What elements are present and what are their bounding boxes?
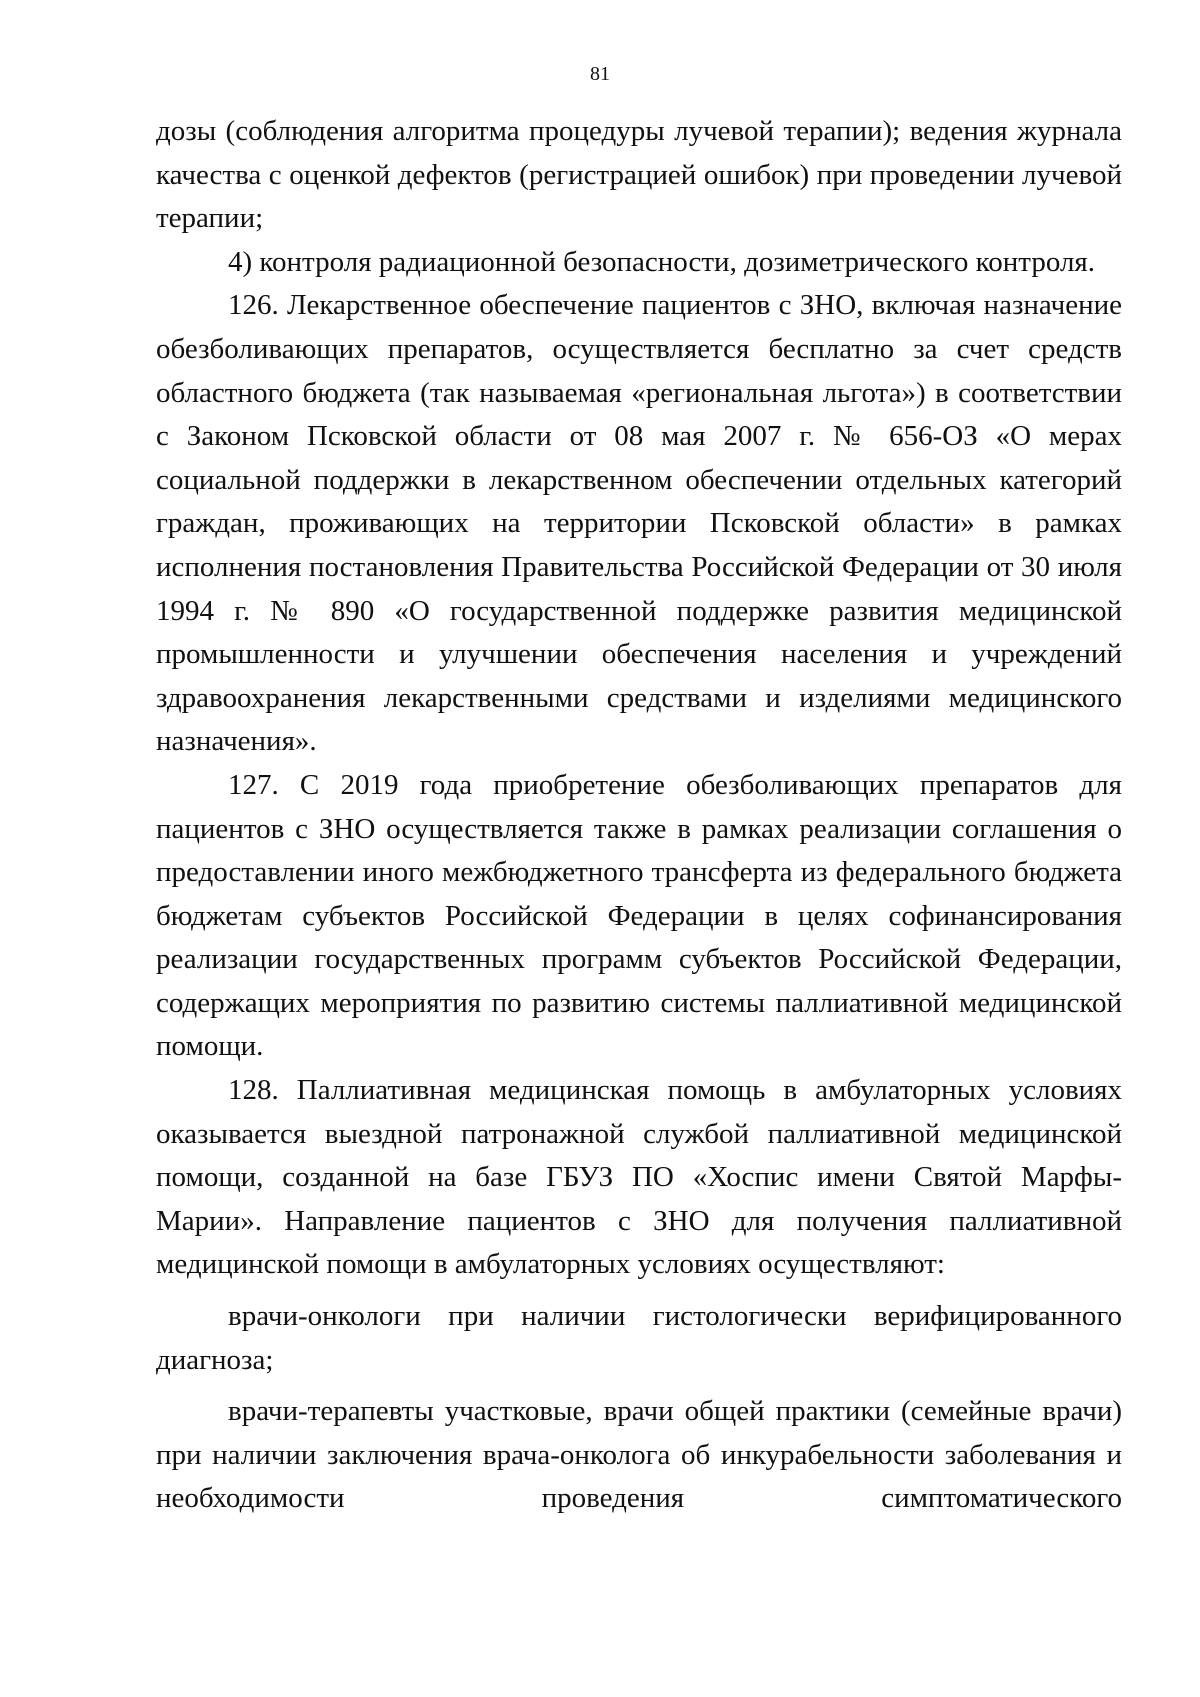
paragraph-128: 128. Паллиативная медицинская помощь в амбулаторных условиях оказывается выездной патронажной службой паллиативной медицинской помощи, созданной на базе ГБУЗ ПО «Хоспис имени Святой Марфы-Марии». Направление пациентов с ЗНО для получения паллиативной медицинской помощи в амбулаторных условиях осуществляют: (156, 1074, 1122, 1281)
paragraph-therapists: врачи-терапевты участковые, врачи общей практики (семейные врачи) при наличии заключения врача-онколога об инкурабельности заболевания и необходимости проведения симптоматического (156, 1395, 1122, 1515)
paragraph-oncologists: врачи-онкологи при наличии гистологически верифицированного диагноза; (156, 1300, 1122, 1376)
paragraph-126: 126. Лекарственное обеспечение пациентов с ЗНО, включая назначение обезболивающих препаратов, осуществляется бесплатно за счет средств областного бюджета (так называемая «региональная льгота») в соответствии с Законом Псковской области от 08 мая 2007 г. № 656-ОЗ «О мерах социальной поддержки в лекарственном обеспечении отдельных категорий граждан, проживающих на территории Псковской области» в рамках исполнения постановления Правительства Российской Федерации от 30 июля 1994 г. № 890 «О государственной поддержке развития медицинской промышленности и улучшении обеспечения населения и учреждений здравоохранения лекарственными средствами и изделиями медицинского назначения». (156, 289, 1122, 758)
paragraph-item-4: 4) контроля радиационной безопасности, дозиметрического контроля. (228, 245, 1095, 278)
page-number: 81 (590, 63, 610, 85)
paragraph-127: 127. С 2019 года приобретение обезболивающих препаратов для пациентов с ЗНО осуществляется также в рамках реализации соглашения о предоставлении иного межбюджетного трансферта из федерального бюджета бюджетам субъектов Российской Федерации в целях софинансирования реализации государственных программ субъектов Российской Федерации, содержащих мероприятия по развитию системы паллиативной медицинской помощи. (156, 768, 1122, 1063)
document-body (156, 110, 1122, 1521)
paragraph-continuation: дозы (соблюдения алгоритма процедуры лучевой терапии); ведения журнала качества с оценкой дефектов (регистрацией ошибок) при проведении лучевой терапии; (156, 115, 1122, 235)
